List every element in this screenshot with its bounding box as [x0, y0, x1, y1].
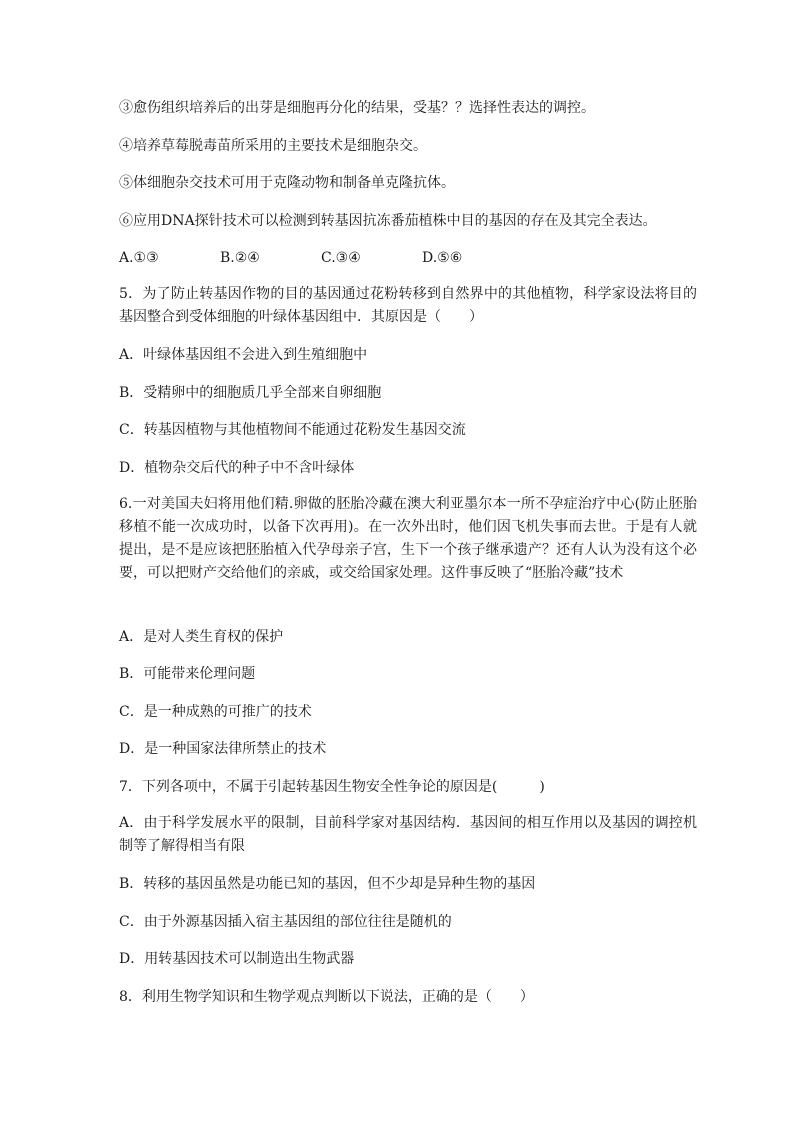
q5-option-d: D．植物杂交后代的种子中不含叶绿体: [119, 460, 355, 476]
q6-option-a: A．是对人类生育权的保护: [119, 629, 284, 645]
q4-option-a: A.①③: [119, 250, 159, 266]
q5-stem: 5．为了防止转基因作物的目的基因通过花粉转移到自然界中的其他植物，科学家设法将目的基因整合到受体细胞的叶绿体基因组中．其原因是（ ）: [119, 286, 697, 325]
q6-option-c: C．是一种成熟的可推广的技术: [119, 704, 312, 720]
q4-statement-6: ⑥应用DNA探针技术可以检测到转基因抗冻番茄植株中目的基因的存在及其完全表达。: [119, 213, 657, 229]
q6-stem: 6.一对美国夫妇将用他们精.卵做的胚胎冷藏在澳大利亚墨尔本一所不孕症治疗中心(防止胚胎移植不能一次成功时，以备下次再用)。在一次外出时，他们因飞机失事而去世。于是有人就提出，是不是应该把胚胎植入代孕母亲子宫，生下一个孩子继承遗产？还有人认为没有这个必要，可以把财产交给他们的亲戚，或交给国家处理。这件事反映了“胚胎冷藏”技术: [119, 496, 697, 581]
q6-option-d: D．是一种国家法律所禁止的技术: [119, 741, 327, 757]
q7-option-d: D．用转基因技术可以制造出生物武器: [119, 951, 355, 967]
q7-option-a: A．由于科学发展水平的限制，目前科学家对基因结构．基因间的相互作用以及基因的调控机制等了解得相当有限: [119, 815, 697, 854]
q4-option-c: C.③④: [321, 250, 361, 266]
q5-option-b: B．受精卵中的细胞质几乎全部来自卵细胞: [119, 385, 382, 401]
q4-statement-4: ④培养草莓脱毒苗所采用的主要技术是细胞杂交。: [119, 138, 427, 154]
q5-option-c: C．转基因植物与其他植物间不能通过花粉发生基因交流: [119, 422, 466, 438]
q4-option-d: D.⑤⑥: [422, 250, 463, 266]
q4-statement-5: ⑤体细胞杂交技术可用于克隆动物和制备单克隆抗体。: [119, 175, 455, 191]
q4-options: [119, 248, 699, 268]
q4-option-b: B.②④: [220, 250, 260, 266]
q7-option-c: C．由于外源基因插入宿主基因组的部位往往是随机的: [119, 914, 452, 930]
q7-option-b: B．转移的基因虽然是功能已知的基因，但不少却是异种生物的基因: [119, 876, 536, 892]
q7-stem: 7．下列各项中，不属于引起转基因生物安全性争论的原因是( ): [119, 779, 545, 795]
q5-option-a: A．叶绿体基因组不会进入到生殖细胞中: [119, 347, 368, 363]
q6-option-b: B．可能带来伦理问题: [119, 666, 256, 682]
q4-statement-3: ③愈伤组织培养后的出芽是细胞再分化的结果，受基？？选择性表达的调控。: [119, 100, 595, 116]
q8-stem: 8．利用生物学知识和生物学观点判断以下说法，正确的是（ ）: [119, 989, 534, 1005]
